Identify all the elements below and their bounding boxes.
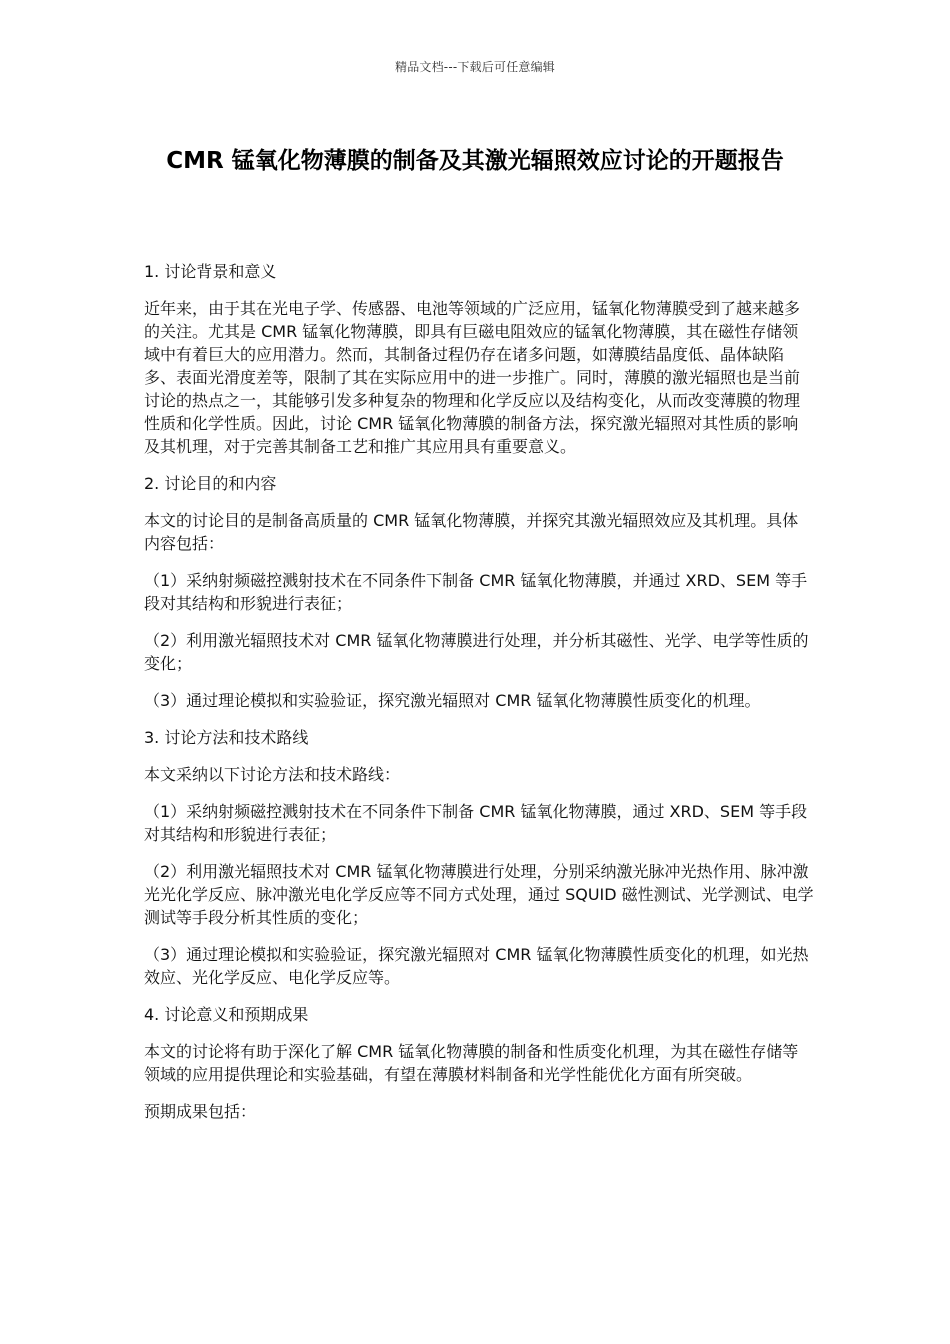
list-item: （3）通过理论模拟和实验验证，探究激光辐照对 CMR 锰氧化物薄膜性质变化的机理。 (144, 691, 761, 710)
list-item: （3）通过理论模拟和实验验证，探究激光辐照对 CMR 锰氧化物薄膜性质变化的机理，如光热效应、光化学反应、电化学反应等。 (144, 945, 809, 987)
section-heading: 4. 讨论意义和预期成果 (144, 1005, 309, 1024)
header-note: 精品文档---下载后可任意编辑 (395, 60, 555, 74)
section-heading: 2. 讨论目的和内容 (144, 474, 277, 493)
section-heading: 3. 讨论方法和技术路线 (144, 728, 309, 747)
paragraph: 本文的讨论目的是制备高质量的 CMR 锰氧化物薄膜，并探究其激光辐照效应及其机理。具体内容包括： (144, 511, 799, 553)
list-item: （2）利用激光辐照技术对 CMR 锰氧化物薄膜进行处理，分别采纳激光脉冲光热作用、脉冲激光光化学反应、脉冲激光电化学反应等不同方式处理，通过 SQUID 磁性测试、光学测试、电学测试等手段分析其性质的变化； (144, 862, 814, 927)
paragraph: 本文采纳以下讨论方法和技术路线： (144, 765, 401, 784)
paragraph: 预期成果包括： (144, 1102, 257, 1121)
paragraph: 本文的讨论将有助于深化了解 CMR 锰氧化物薄膜的制备和性质变化机理，为其在磁性存储等领域的应用提供理论和实验基础，有望在薄膜材料制备和光学性能优化方面有所突破。 (144, 1042, 799, 1084)
paragraph: 近年来，由于其在光电子学、传感器、电池等领域的广泛应用，锰氧化物薄膜受到了越来越多的关注。尤其是 CMR 锰氧化物薄膜，即具有巨磁电阻效应的锰氧化物薄膜，其在磁性存储领域中有着巨大的应用潜力。然而，其制备过程仍存在诸多问题，如薄膜结晶度低、晶体缺陷多、表面光滑度差等，限制了其在实际应用中的进一步推广。同时，薄膜的激光辐照也是当前讨论的热点之一，其能够引发多种复杂的物理和化学反应以及结构变化，从而改变薄膜的物理性质和化学性质。因此，讨论 CMR 锰氧化物薄膜的制备方法，探究激光辐照对其性质的影响及其机理，对于完善其制备工艺和推广其应用具有重要意义。 (144, 299, 801, 456)
document-body (144, 260, 814, 1137)
list-item: （1）采纳射频磁控溅射技术在不同条件下制备 CMR 锰氧化物薄膜，通过 XRD、SEM 等手段对其结构和形貌进行表征； (144, 802, 808, 844)
list-item: （1）采纳射频磁控溅射技术在不同条件下制备 CMR 锰氧化物薄膜，并通过 XRD、SEM 等手段对其结构和形貌进行表征； (144, 571, 808, 613)
document-title: CMR 锰氧化物薄膜的制备及其激光辐照效应讨论的开题报告 (166, 148, 784, 174)
list-item: （2）利用激光辐照技术对 CMR 锰氧化物薄膜进行处理，并分析其磁性、光学、电学等性质的变化； (144, 631, 809, 673)
section-heading: 1. 讨论背景和意义 (144, 262, 277, 281)
